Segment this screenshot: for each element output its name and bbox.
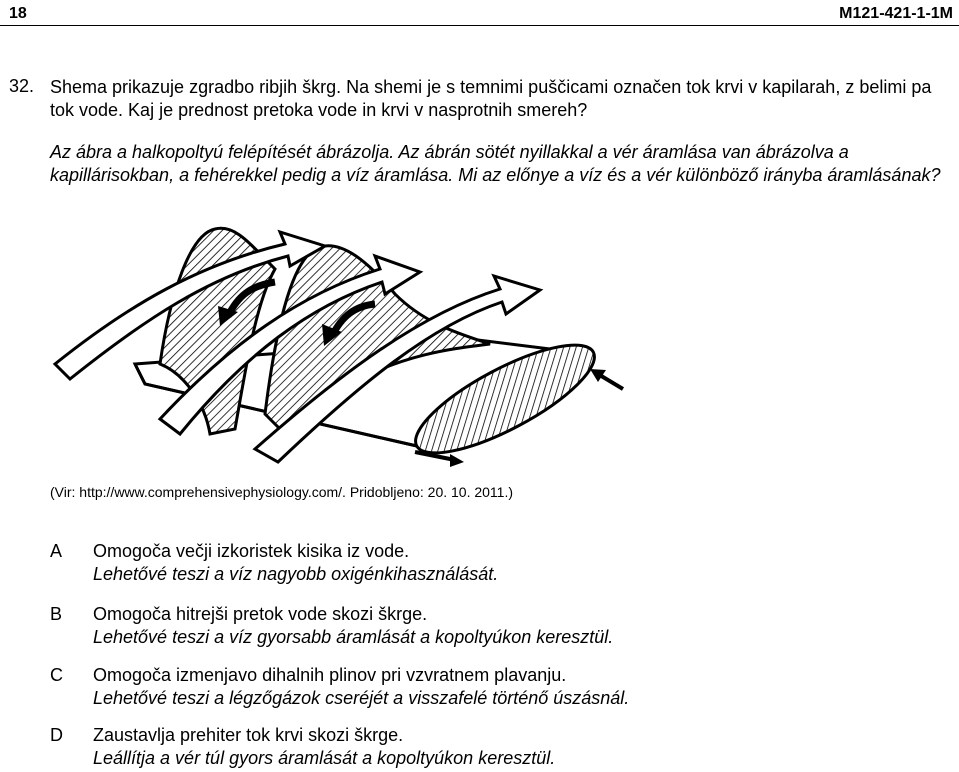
option-text-hungarian: Leállítja a vér túl gyors áramlását a kopoltyúkon keresztül. [93,748,556,768]
option-text-slovene: Omogoča izmenjavo dihalnih plinov pri vzvratnem plavanju. [93,665,567,685]
page-header [0,0,959,26]
answer-option-c[interactable] [0,664,959,712]
option-text-slovene: Omogoča večji izkoristek kisika iz vode. [93,541,410,561]
question-text-hungarian: Az ábra a halkopoltyú felépítését ábrázolja. Az ábrán sötét nyillakkal a vér áramlása van ábrázolva a kapillárisokban, a fehérekkel pedig a víz áramlása. Mi az előnye a víz és a vér különböző irányba áramlásának? [50,142,941,185]
option-text-slovene: Zaustavlja prehiter tok krvi skozi škrge. [93,725,404,745]
question-number: 32. [9,76,35,96]
header-divider [0,25,959,26]
gill-structure-diagram [50,224,630,469]
option-letter: B [50,604,63,624]
question-text-slovene: Shema prikazuje zgradbo ribjih škrg. Na shemi je s temnimi puščicami označen tok krvi v kapilarah, z belimi pa tok vode. Kaj je prednost pretoka vode in krvi v nasprotnih smereh? [50,77,932,120]
answer-option-b[interactable] [0,603,959,651]
option-letter: D [50,725,63,745]
option-text-slovene: Omogoča hitrejši pretok vode skozi škrge. [93,604,428,624]
option-text-hungarian: Lehetővé teszi a víz gyorsabb áramlását a kopoltyúkon keresztül. [93,627,614,647]
page-number: 18 [9,5,27,22]
figure-caption: (Vir: http://www.comprehensivephysiology.com/. Pridobljeno: 20. 10. 2011.) [50,484,514,500]
option-text-hungarian: Lehetővé teszi a légzőgázok cseréjét a visszafelé történő úszásnál. [93,688,630,708]
answer-option-d[interactable] [0,724,959,772]
answer-option-a[interactable] [0,540,959,588]
exam-code: M121-421-1-1M [839,5,953,22]
option-text-hungarian: Lehetővé teszi a víz nagyobb oxigénkihasználását. [93,564,499,584]
option-letter: A [50,541,63,561]
option-letter: C [50,665,63,685]
